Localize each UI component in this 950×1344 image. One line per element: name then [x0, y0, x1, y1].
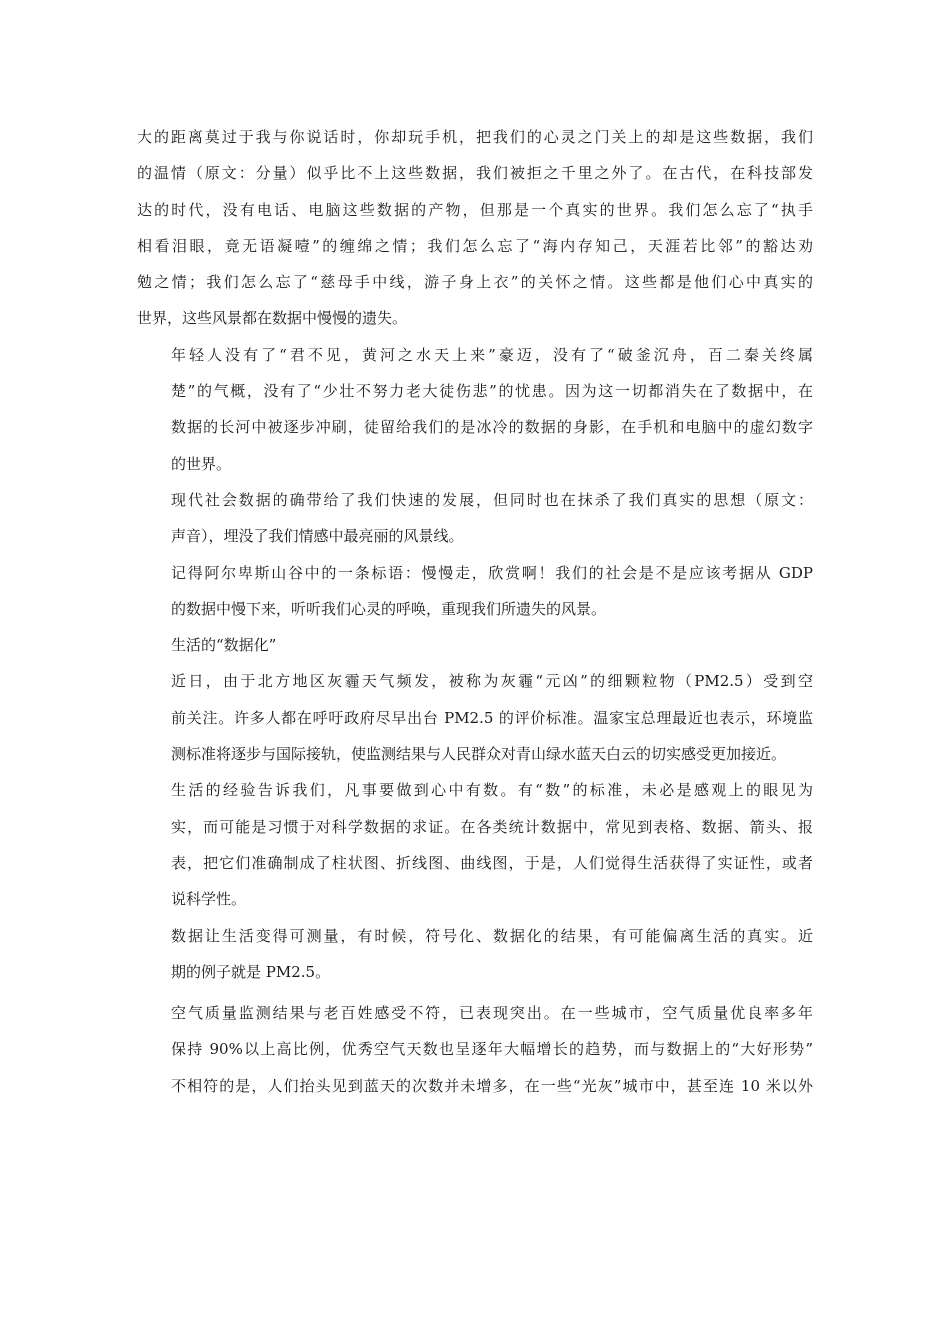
paragraph	[137, 555, 813, 628]
text-line: 达的时代，没有电话、电脑这些数据的产物，但那是一个真实的世界。我们怎么忘了“执手	[137, 200, 813, 219]
text-line: 生活的“数据化”	[171, 636, 277, 655]
text-line: 不相符的是，人们抬头见到蓝天的次数并未增多，在一些“光灰”城市中，甚至连 10 米以外	[171, 1076, 813, 1095]
text-line: 的世界。	[171, 454, 232, 473]
paragraph	[137, 119, 813, 337]
text-line: 大的距离莫过于我与你说话时，你却玩手机，把我们的心灵之门关上的却是这些数据，我们	[137, 128, 813, 146]
text-line: 实，而可能是习惯于对科学数据的求证。在各类统计数据中，常见到表格、数据、箭头、报	[171, 817, 813, 836]
section-heading	[137, 627, 813, 663]
text-line: 保持 90%以上高比例，优秀空气天数也呈逐年大幅增长的趋势，而与数据上的“大好形势”	[171, 1040, 813, 1059]
paragraph	[137, 918, 813, 991]
text-line: 生活的经验告诉我们，凡事要做到心中有数。有“数”的标准，未必是感观上的眼见为	[171, 781, 813, 800]
text-line: 的温情（原文：分量）似乎比不上这些数据，我们被拒之千里之外了。在古代，在科技部发	[137, 164, 813, 183]
text-line: 前关注。许多人都在呼吁政府尽早出台 PM2.5 的评价标准。温家宝总理最近也表示，环境监	[171, 708, 813, 727]
text-line: 声音），埋没了我们情感中最亮丽的风景线。	[171, 527, 464, 546]
text-line: 楚”的气概，没有了“少壮不努力老大徒伤悲”的忧患。因为这一切都消失在了数据中，在	[171, 382, 813, 401]
text-line: 的数据中慢下来，听听我们心灵的呼唤，重现我们所遗失的风景。	[171, 599, 607, 618]
document-body	[137, 119, 813, 1104]
text-line: 近日，由于北方地区灰霾天气频发，被称为灰霾“元凶”的细颗粒物（PM2.5）受到空	[171, 672, 813, 691]
text-line: 数据的长河中被逐步冲刷，徒留给我们的是冰冷的数据的身影，在手机和电脑中的虚幻数字	[171, 418, 813, 437]
paragraph	[137, 337, 813, 482]
text-line: 现代社会数据的确带给了我们快速的发展，但同时也在抹杀了我们真实的思想（原文：	[171, 490, 813, 509]
text-line: 世界，这些风景都在数据中慢慢的遗失。	[137, 309, 408, 328]
text-line: 期的例子就是 PM2.5。	[171, 962, 331, 981]
text-line: 表，把它们准确制成了柱状图、折线图、曲线图，于是，人们觉得生活获得了实证性，或者	[171, 853, 813, 872]
text-line: 数据让生活变得可测量，有时候，符号化、数据化的结果，有可能偏离生活的真实。近	[171, 926, 813, 945]
paragraph	[137, 995, 813, 1104]
text-line: 说科学性。	[171, 890, 247, 909]
text-line: 相看泪眼，竟无语凝噎”的缠绵之情；我们怎么忘了“海内存知己，天涯若比邻”的豁达劝	[137, 236, 813, 255]
text-line: 勉之情；我们怎么忘了“慈母手中线，游子身上衣”的关怀之情。这些都是他们心中真实的	[137, 273, 813, 292]
paragraph	[137, 772, 813, 917]
text-line: 年轻人没有了“君不见，黄河之水天上来”豪迈，没有了“破釜沉舟，百二秦关终属	[171, 345, 813, 364]
text-line: 空气质量监测结果与老百姓感受不符，已表现突出。在一些城市，空气质量优良率多年	[171, 1004, 813, 1023]
paragraph	[137, 663, 813, 772]
text-line: 记得阿尔卑斯山谷中的一条标语：慢慢走，欣赏啊！我们的社会是不是应该考据从 GDP	[171, 563, 813, 582]
paragraph	[137, 482, 813, 555]
text-line: 测标准将逐步与国际接轨，使监测结果与人民群众对青山绿水蓝天白云的切实感受更加接近。	[171, 745, 787, 764]
